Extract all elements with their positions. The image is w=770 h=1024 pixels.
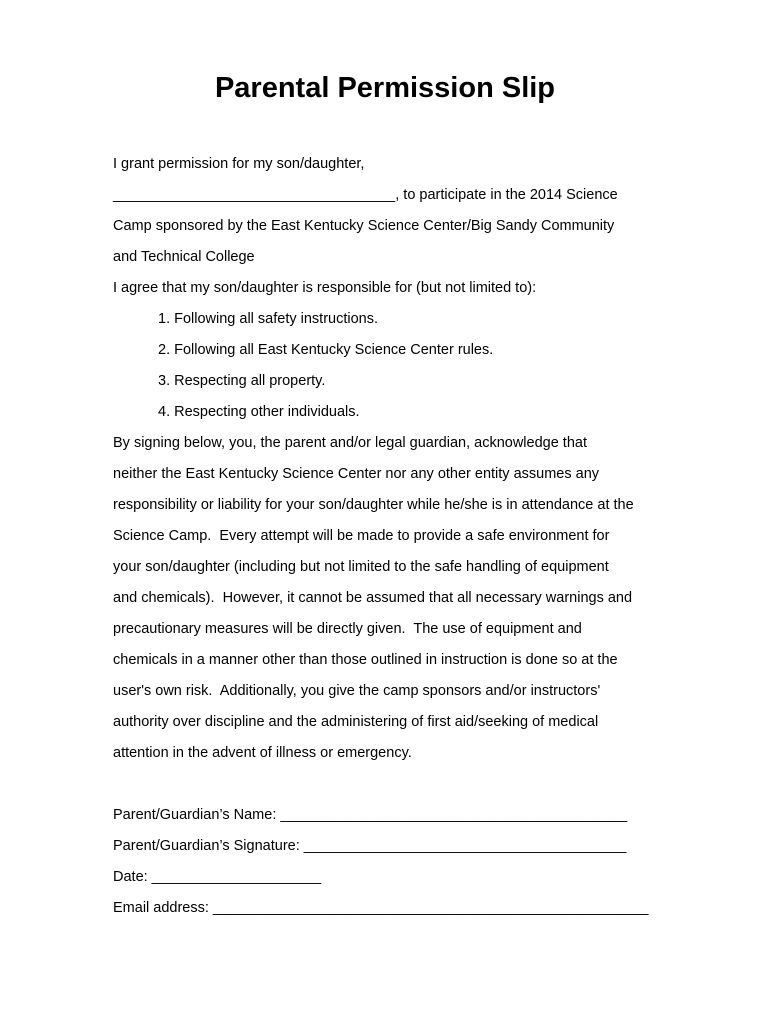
email-field[interactable]: Email address: ______________________________________________________ <box>113 900 649 916</box>
intro-line: Camp sponsored by the East Kentucky Science Center/Big Sandy Community <box>113 218 615 234</box>
disclaimer-line: attention in the advent of illness or emergency. <box>113 745 412 761</box>
disclaimer-line: precautionary measures will be directly given. The use of equipment and <box>113 621 582 637</box>
responsibility-item: 4. Respecting other individuals. <box>158 404 360 420</box>
disclaimer-line: your son/daughter (including but not limited to the safe handling of equipment <box>113 559 609 575</box>
responsibility-item: 1. Following all safety instructions. <box>158 311 379 327</box>
disclaimer-line: By signing below, you, the parent and/or legal guardian, acknowledge that <box>113 435 587 451</box>
guardian-name-field[interactable]: Parent/Guardian’s Name: ___________________________________________ <box>113 807 628 823</box>
disclaimer-line: and chemicals). However, it cannot be assumed that all necessary warnings and <box>113 590 633 606</box>
intro-line: I grant permission for my son/daughter, <box>113 156 365 172</box>
disclaimer-line: chemicals in a manner other than those outlined in instruction is done so at the <box>113 652 618 668</box>
agree-line: I agree that my son/daughter is responsible for (but not limited to): <box>113 280 537 296</box>
disclaimer-line: user's own risk. Additionally, you give the camp sponsors and/or instructors' <box>113 683 601 699</box>
responsibility-item: 3. Respecting all property. <box>158 373 326 389</box>
disclaimer-line: Science Camp. Every attempt will be made to provide a safe environment for <box>113 528 610 544</box>
page-title: Parental Permission Slip <box>214 72 556 104</box>
responsibility-item: 2. Following all East Kentucky Science Center rules. <box>158 342 494 358</box>
intro-line: ___________________________________, to participate in the 2014 Science <box>113 187 618 203</box>
date-field[interactable]: Date: _____________________ <box>113 869 322 885</box>
guardian-signature-field[interactable]: Parent/Guardian’s Signature: ________________________________________ <box>113 838 627 854</box>
disclaimer-line: authority over discipline and the administering of first aid/seeking of medical <box>113 714 599 730</box>
disclaimer-line: neither the East Kentucky Science Center nor any other entity assumes any <box>113 466 600 482</box>
intro-line: and Technical College <box>113 249 255 265</box>
disclaimer-line: responsibility or liability for your son/daughter while he/she is in attendance at the <box>113 497 634 513</box>
